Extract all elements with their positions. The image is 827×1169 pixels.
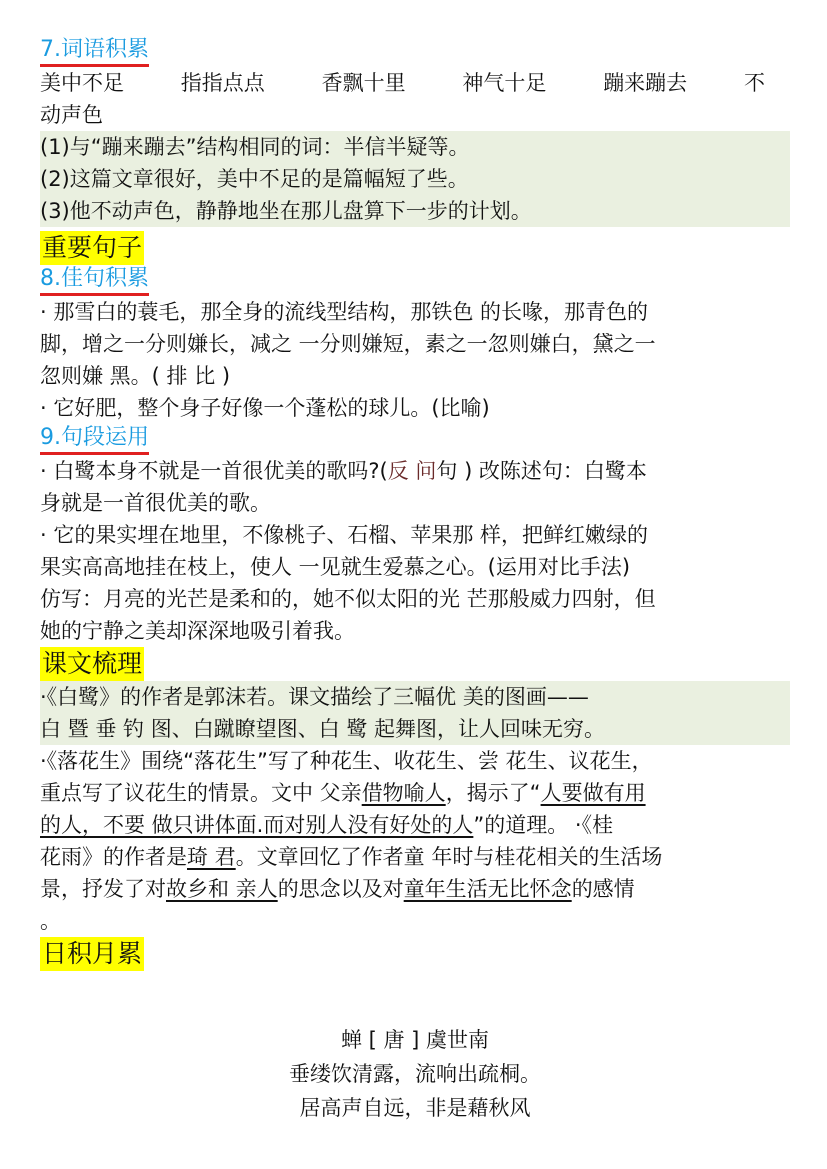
section-9-heading: 9.句段运用 <box>40 424 149 455</box>
example-item: (1)与“蹦来蹦去”结构相同的词：半信半疑等。 <box>40 135 470 159</box>
text-run: 景，抒发了对 <box>40 877 166 901</box>
word-item: 不 <box>743 71 765 95</box>
word-item: 美中不足 <box>40 71 124 95</box>
example-item: (3)他不动声色，静静地坐在那儿盘算下一步的计划。 <box>40 199 532 223</box>
poem-line: 垂缕饮清露，流响出疏桐。 <box>289 1062 541 1086</box>
important-sentences-heading: 重要句子 <box>40 231 144 265</box>
section-8-heading: 8.佳句积累 <box>40 265 149 296</box>
word-item: 香飘十里 <box>321 71 406 95</box>
sentence-line: 仿写：月亮的光芒是柔和的，她不似太阳的光 芒那般威力四射，但 <box>40 587 656 611</box>
text-run: 句 ) 改陈述句：白鹭本 <box>436 459 647 483</box>
review-line: 白 暨 垂 钓 图、白蹴瞭望图、白 鹭 起舞图，让人回味无穷。 <box>40 717 606 741</box>
text-run: 。文章回忆了作者童 年时与桂花相关的生活场 <box>235 845 663 869</box>
sentence-line: 身就是一首很优美的歌。 <box>40 491 271 515</box>
review-line: ·《落花生》围绕“落花生”写了种花生、收花生、尝 花生、议花生， <box>40 749 653 773</box>
document-page <box>40 36 790 1125</box>
word-list-wrap: 动声色 <box>40 103 103 127</box>
example-item: (2)这篇文章很好，美中不足的是篇幅短了些。 <box>40 167 469 191</box>
underlined-phrase: 人要做有用 <box>540 781 646 805</box>
sentence-line: 忽则嫌 黑。( 排 比 ) <box>40 364 231 388</box>
example-sentences <box>40 131 790 227</box>
text-run: 的思念以及对 <box>277 877 404 901</box>
sentence-line <box>40 455 790 487</box>
text-review-heading: 课文梳理 <box>40 647 144 681</box>
poem-line: 居高声自远，非是藉秋风 <box>299 1096 531 1120</box>
review-line: ·《白鹭》的作者是郭沫若。课文描绘了三幅优 美的图画—— <box>40 685 589 709</box>
review-line <box>40 777 790 809</box>
section-7-heading: 7.词语积累 <box>40 36 149 67</box>
text-run: 的感情 <box>571 877 635 901</box>
poem-title: 蝉 [ 唐 ] 虞世南 <box>340 1028 490 1052</box>
text-run: 重点写了议花生的情景。文中 父亲 <box>40 781 362 805</box>
sentence-line: 脚，增之一分则嫌长，减之 一分则嫌短，素之一忽则嫌白，黛之一 <box>40 332 656 356</box>
review-line <box>40 841 790 873</box>
review-highlight <box>40 681 790 745</box>
word-item: 神气十足 <box>462 71 547 95</box>
text-run: ，揭示了“ <box>445 781 541 805</box>
review-line: 。 <box>40 909 61 933</box>
word-list <box>40 67 765 99</box>
section-8 <box>40 265 790 424</box>
review-line <box>40 873 790 905</box>
underlined-phrase: 的人，不要 做只讲体面.而对别人没有好处的人 <box>40 813 474 837</box>
word-item: 蹦来蹦去 <box>603 71 688 95</box>
text-run: · 白鹭本身不就是一首很优美的歌吗?( <box>40 459 388 483</box>
underlined-phrase: 借物喻人 <box>361 781 446 805</box>
daily-accumulation <box>40 937 790 1125</box>
sentence-line: · 那雪白的蓑毛，那全身的流线型结构，那铁色 的长喙，那青色的 <box>40 300 649 324</box>
section-9 <box>40 424 790 647</box>
section-7 <box>40 36 790 227</box>
text-run: ”的道理。 ·《桂 <box>473 813 614 837</box>
sentence-line: · 它的果实埋在地里，不像桃子、石榴、苹果那 样，把鲜红嫩绿的 <box>40 523 649 547</box>
text-run: 花雨》的作者是 <box>40 845 187 869</box>
text-review <box>40 647 790 937</box>
underlined-phrase: 故乡和 亲人 <box>166 877 278 901</box>
sentence-line: 她的宁静之美却深深地吸引着我。 <box>40 619 355 643</box>
rhetorical-question-label: 反 问 <box>387 459 437 483</box>
review-line <box>40 809 790 841</box>
word-item: 指指点点 <box>180 71 265 95</box>
sentence-line: 果实高高地挂在枝上，使人 一见就生爱慕之心。(运用对比手法) <box>40 555 631 579</box>
underlined-phrase: 琦 君 <box>187 845 236 869</box>
sentence-line: · 它好肥，整个身子好像一个蓬松的球儿。(比喻) <box>40 396 490 420</box>
underlined-phrase: 童年生活无比怀念 <box>403 877 572 901</box>
daily-accumulation-heading: 日积月累 <box>40 937 144 971</box>
